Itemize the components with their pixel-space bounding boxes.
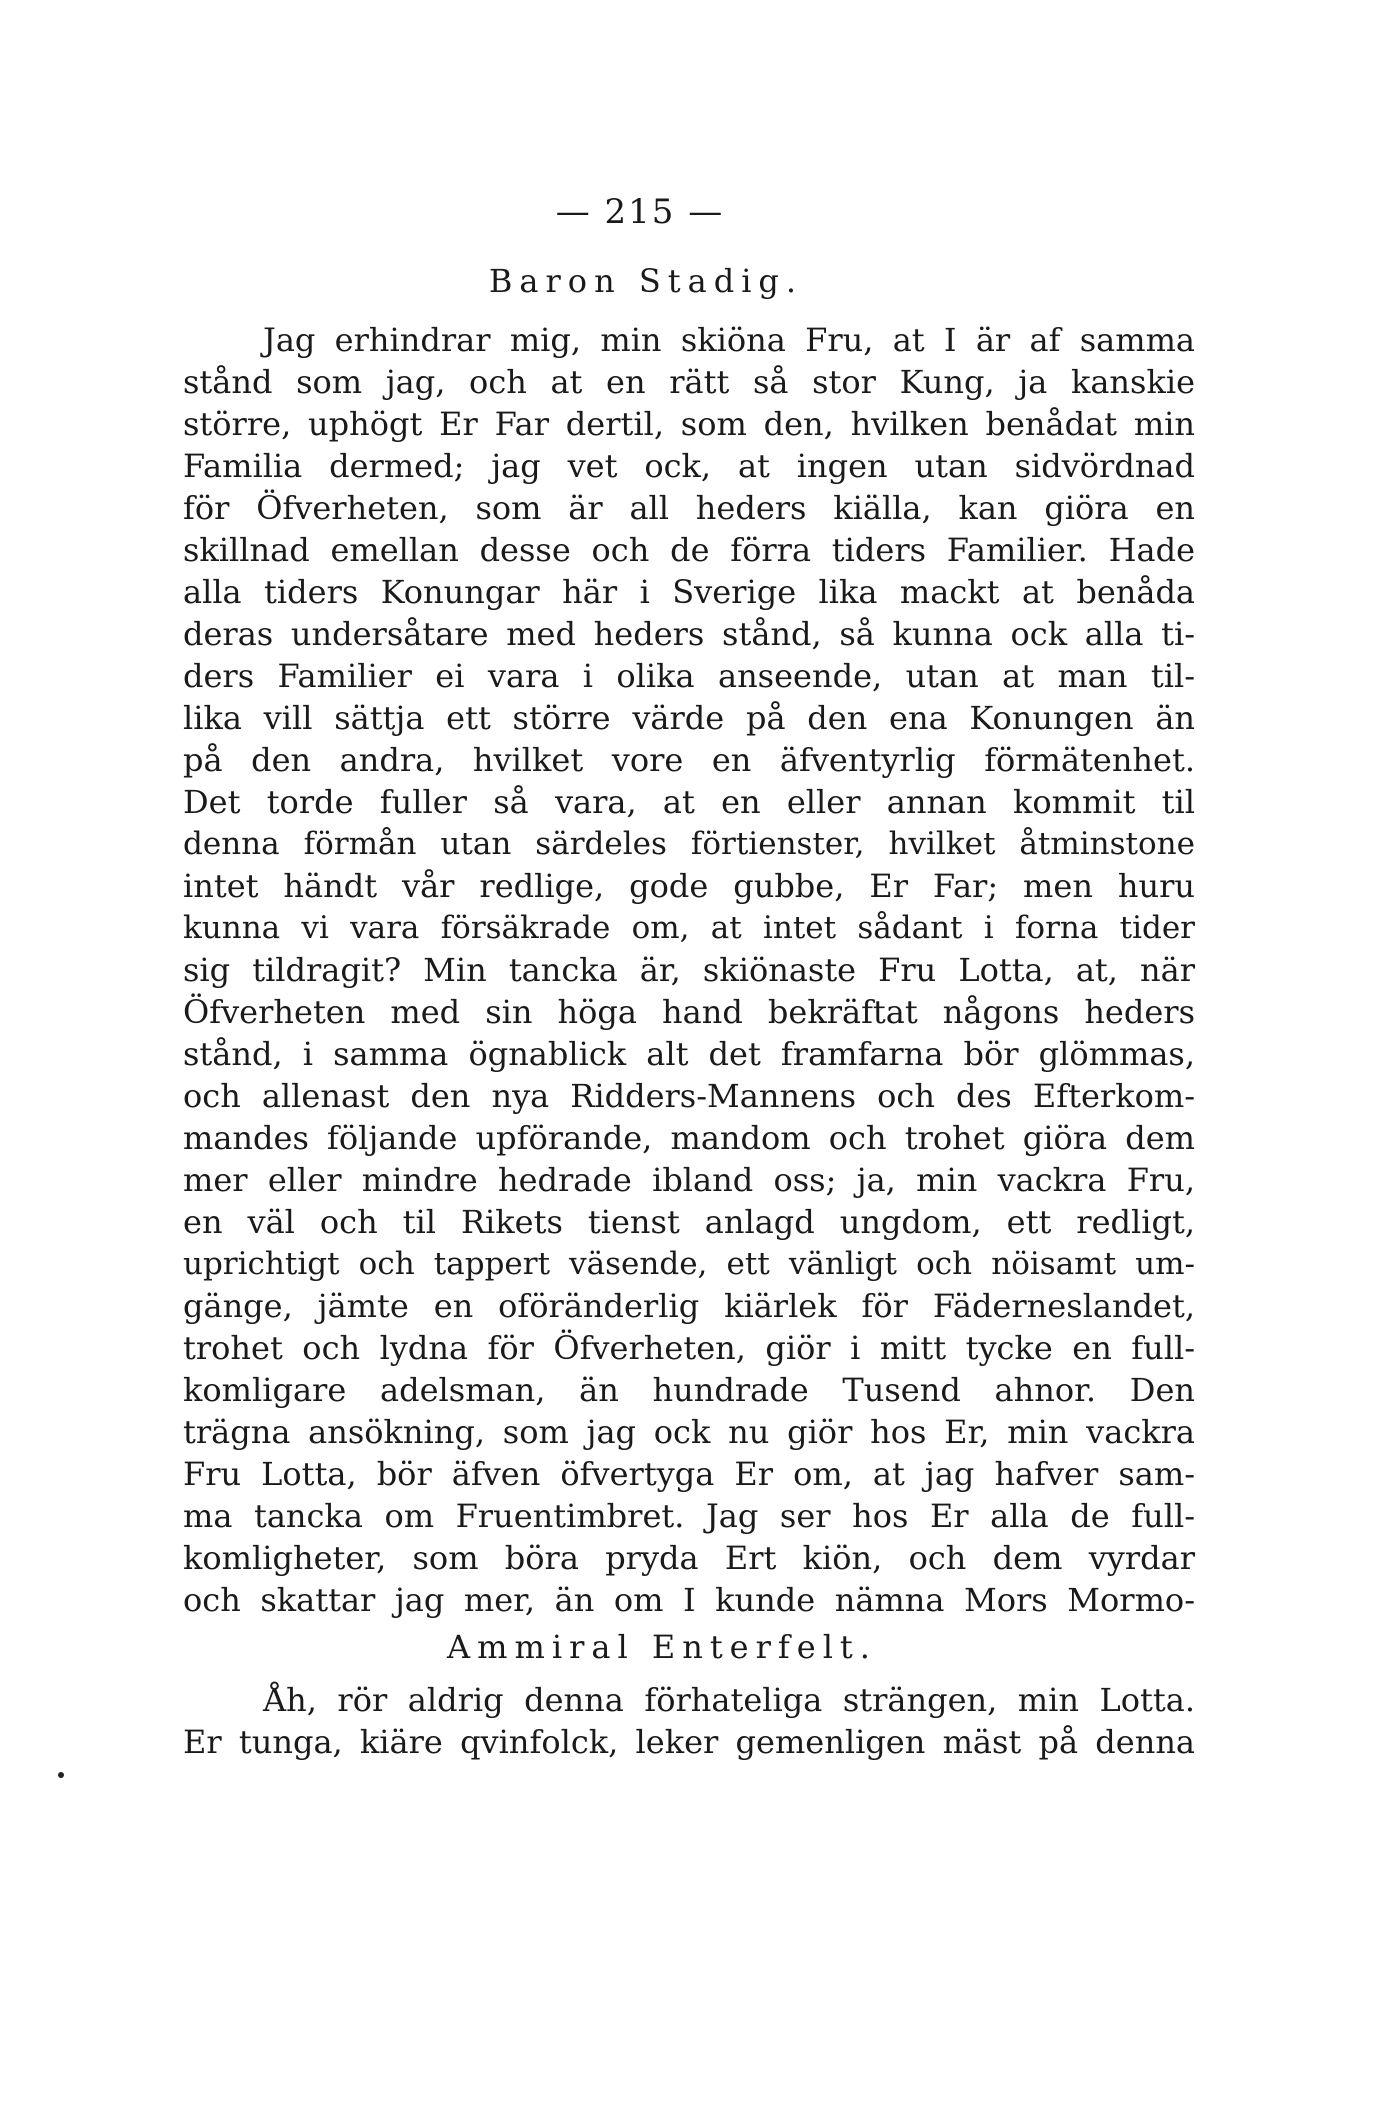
text-line: sig tildragit? Min tancka är, skiönaste Fru Lotta, at, när	[183, 951, 1195, 989]
text-line: trägna ansökning, som jag ock nu giör hos Er, min vackra	[183, 1413, 1195, 1451]
ink-speck	[58, 1772, 64, 1778]
text-line: stånd, i samma ögnablick alt det framfarna bör glömmas,	[183, 1035, 1195, 1073]
text-line: komligheter, som böra pryda Ert kiön, och dem vyrdar	[183, 1539, 1195, 1577]
text-line: ders Familier ei vara i olika anseende, utan at man til-	[183, 657, 1195, 695]
text-line: Jag erhindrar mig, min skiöna Fru, at I är af samma	[263, 321, 1195, 359]
text-line: ma tancka om Fruentimbret. Jag ser hos Er alla de full-	[183, 1497, 1195, 1535]
text-line: stånd som jag, och at en rätt så stor Kung, ja kanskie	[183, 363, 1195, 401]
text-line: på den andra, hvilket vore en äfventyrlig förmätenhet.	[183, 741, 1195, 779]
text-line: uprichtigt och tappert väsende, ett vänligt och nöisamt um-	[183, 1246, 1195, 1282]
text-line: Er tunga, kiäre qvinfolck, leker gemenligen mäst på denna	[183, 1723, 1195, 1761]
text-line: Familia dermed; jag vet ock, at ingen utan sidvördnad	[183, 447, 1195, 485]
page-number: — 215 —	[555, 192, 725, 232]
text-line: mandes följande upförande, mandom och trohet giöra dem	[183, 1119, 1195, 1157]
speaker-heading-baron-stadig: Baron Stadig.	[488, 262, 804, 300]
text-line: kunna vi vara försäkrade om, at intet sådant i forna tider	[183, 910, 1195, 946]
text-line: denna förmån utan särdeles förtienster, hvilket åtminstone	[183, 826, 1195, 862]
text-line: trohet och lydna för Öfverheten, giör i mitt tycke en full-	[183, 1329, 1195, 1367]
text-line: och allenast den nya Ridders-Mannens och des Efterkom-	[183, 1077, 1195, 1115]
text-line: komligare adelsman, än hundrade Tusend ahnor. Den	[183, 1371, 1195, 1409]
text-line: större, uphögt Er Far dertil, som den, hvilken benådat min	[183, 405, 1195, 443]
text-line: gänge, jämte en oföränderlig kiärlek för Fäderneslandet,	[183, 1287, 1195, 1325]
text-line: och skattar jag mer, än om I kunde nämna Mors Mormo-	[183, 1581, 1195, 1619]
text-line: Fru Lotta, bör äfven öfvertyga Er om, at jag hafver sam-	[183, 1455, 1195, 1493]
text-line: intet händt vår redlige, gode gubbe, Er Far; men huru	[183, 867, 1195, 905]
text-line: mer eller mindre hedrade ibland oss; ja, min vackra Fru,	[183, 1161, 1195, 1199]
text-line: för Öfverheten, som är all heders kiälla, kan giöra en	[183, 489, 1195, 527]
speaker-heading-ammiral-enterfelt: Ammiral Enterfelt.	[447, 1628, 877, 1666]
text-line: deras undersåtare med heders stånd, så kunna ock alla ti-	[183, 615, 1195, 653]
text-line: Det torde fuller så vara, at en eller annan kommit til	[183, 783, 1195, 821]
text-line: Öfverheten med sin höga hand bekräftat någons heders	[183, 993, 1195, 1031]
text-line: en väl och til Rikets tienst anlagd ungdom, ett redligt,	[183, 1203, 1195, 1241]
text-line: lika vill sättja ett större värde på den ena Konungen än	[183, 699, 1195, 737]
text-line: skillnad emellan desse och de förra tiders Familier. Hade	[183, 531, 1195, 569]
text-line: alla tiders Konungar här i Sverige lika mackt at benåda	[183, 573, 1195, 611]
text-line: Åh, rör aldrig denna förhateliga strängen, min Lotta.	[263, 1681, 1195, 1719]
